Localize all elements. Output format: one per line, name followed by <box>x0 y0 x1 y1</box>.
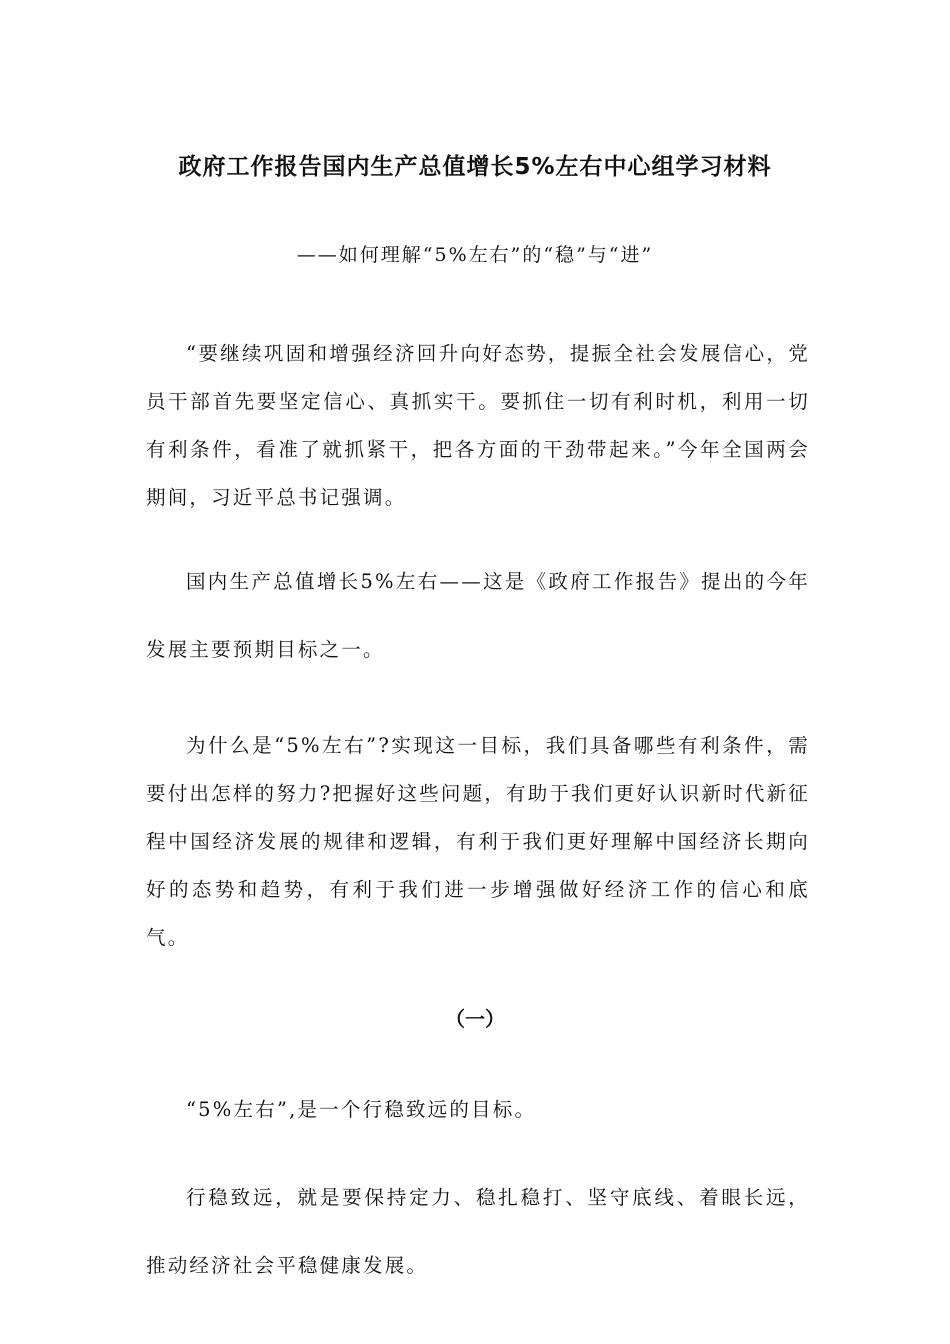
paragraph-3: 为什么是“5%左右”?实现这一目标，我们具备哪些有利条件，需要付出怎样的努力?把握好这些问题，有助于我们更好认识新时代新征程中国经济发展的规律和逻辑，有利于我们更好理解中国经济长期向好的态势和趋势，有利于我们进一步增强做好经济工作的信心和底气。 <box>146 734 810 949</box>
document-title: 政府工作报告国内生产总值增长5%左右中心组学习材料 <box>178 154 772 180</box>
paragraph-4: “5%左右”,是一个行稳致远的目标。 <box>186 1098 537 1121</box>
document-subtitle: ——如何理解“5%左右”的“稳”与“进” <box>296 244 654 266</box>
paragraph-5: 行稳致远，就是要保持定力、稳扎稳打、坚守底线、着眼长远，推动经济社会平稳健康发展。 <box>146 1186 810 1277</box>
paragraph-1: “要继续巩固和增强经济回升向好态势，提振全社会发展信心，党员干部首先要坚定信心、真抓实干。要抓住一切有利时机，利用一切有利条件，看准了就抓紧干，把各方面的干劲带起来。”今年全国两会期间，习近平总书记强调。 <box>146 342 810 509</box>
section-heading: （一） <box>445 1007 505 1031</box>
paragraph-2: 国内生产总值增长5%左右——这是《政府工作报告》提出的今年发展主要预期目标之一。 <box>146 570 810 661</box>
